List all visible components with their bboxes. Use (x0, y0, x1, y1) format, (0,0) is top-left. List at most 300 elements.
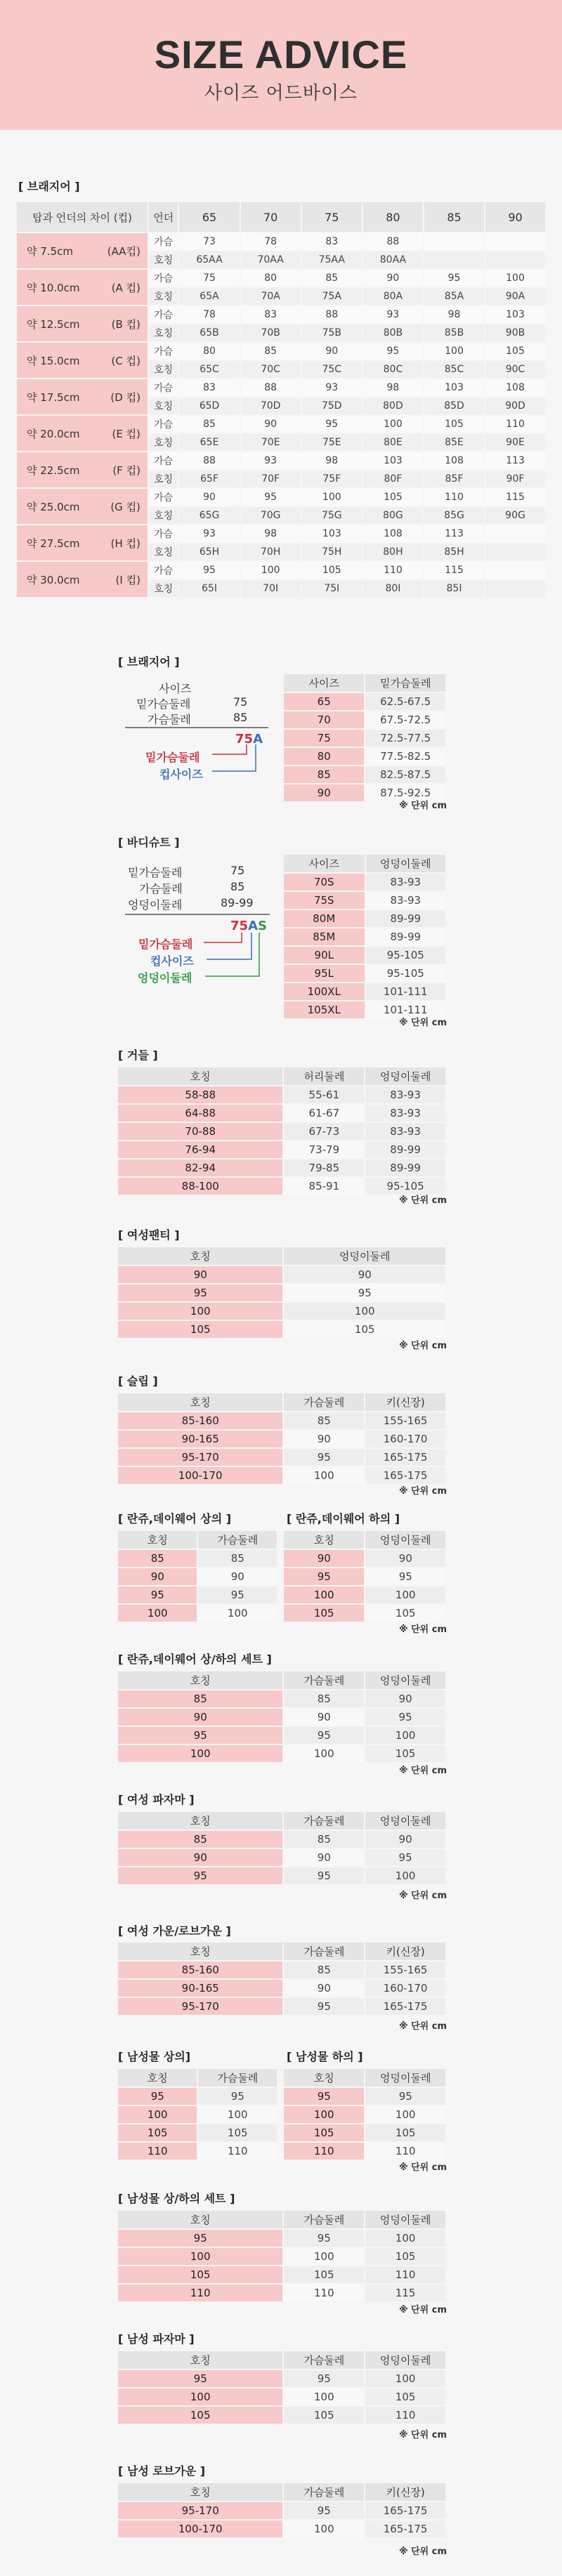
measure-cell: 89-99 (365, 909, 446, 928)
size-cell: 103 (362, 452, 424, 470)
size-cell: 80B (362, 324, 424, 342)
size-cell: 65B (178, 324, 240, 342)
measure-cell: 87.5-92.5 (365, 784, 446, 802)
measure-cell: 100 (197, 2105, 277, 2124)
size-cell: 80G (362, 506, 424, 525)
size-cell: 98 (240, 525, 301, 543)
size-name-cell: 85-160 (118, 1412, 283, 1430)
size-cell: 80 (178, 342, 240, 360)
diagram-hip-caption: 엉덩이둘레 (138, 971, 192, 985)
table-row (284, 765, 446, 784)
table-row (118, 2502, 446, 2520)
size-cell: 105 (424, 415, 485, 433)
measure-cell: 90 (283, 1979, 365, 1997)
table-row (284, 1586, 446, 1604)
measure-cell: 105 (283, 2406, 365, 2424)
size-cell: 83 (301, 232, 362, 251)
size-cell: 110 (424, 488, 485, 506)
diagram-under-value: 75 (233, 695, 248, 709)
row-kind-label: 가슴 (148, 305, 179, 324)
table-row (16, 561, 546, 579)
measure-cell: 100 (283, 1302, 446, 1320)
measure-cell: 105 (197, 2124, 277, 2142)
measure-cell: 90 (283, 1266, 446, 1284)
header-cell: 엉덩이둘레 (365, 855, 446, 873)
size-name-cell: 65 (284, 692, 365, 711)
size-cell: 85G (424, 506, 485, 525)
section-title-men-pajama: [ 남성 파자마 ] (118, 2332, 195, 2346)
size-name-cell: 105 (118, 1320, 283, 1339)
size-cell: 85A (424, 287, 485, 305)
row-kind-label: 호칭 (148, 397, 179, 415)
size-cell: 110 (362, 561, 424, 579)
size-name-cell: 100 (118, 2247, 283, 2266)
size-cell: 98 (301, 452, 362, 470)
table-row (118, 1412, 446, 1430)
size-cell: 110 (485, 415, 546, 433)
measure-cell: 165-175 (365, 2520, 446, 2538)
table-row (284, 747, 446, 765)
measure-cell: 95 (283, 1997, 365, 2016)
size-cell: 80AA (362, 251, 424, 269)
lingerie-bottom-table (284, 1531, 447, 1623)
header-cell: 호칭 (118, 1247, 283, 1266)
size-cell: 85 (240, 342, 301, 360)
cup-diff-cell (16, 305, 148, 342)
size-name-cell: 95 (118, 1726, 283, 1744)
size-name-cell: 100 (118, 2388, 283, 2406)
header-cell: 엉덩이둘레 (365, 2069, 446, 2087)
diagram-cup-caption: 컵사이즈 (159, 768, 203, 781)
header-cell: 호칭 (284, 2069, 365, 2087)
size-name-cell: 85 (118, 1830, 283, 1848)
table-row (118, 1086, 446, 1104)
measure-cell: 85 (283, 1690, 365, 1708)
table-row (118, 1848, 446, 1867)
size-cell: 80D (362, 397, 424, 415)
size-cell: 80F (362, 470, 424, 488)
size-cell: 113 (424, 525, 485, 543)
cup-diff-cell (16, 232, 148, 269)
cup-diff-value: 약 7.5cm (27, 244, 73, 258)
size-cell (485, 543, 546, 561)
table-row (118, 1122, 446, 1141)
size-cell: 88 (240, 379, 301, 397)
header-under-cell: 언더 (148, 202, 179, 232)
measure-cell: 83-93 (365, 1086, 446, 1104)
cup-label: (C 컵) (111, 354, 140, 367)
row-kind-label: 호칭 (148, 543, 179, 561)
size-cell: 70AA (240, 251, 301, 269)
size-cell: 65D (178, 397, 240, 415)
header-cell: 키(신장) (365, 1943, 446, 1961)
size-cell: 80 (240, 269, 301, 287)
diagram-code-hip: S (258, 919, 267, 933)
unit-note: ※ 단위 cm (398, 2547, 447, 2557)
table-row (284, 711, 446, 729)
size-name-cell: 90 (284, 1549, 365, 1568)
table-row (284, 946, 446, 964)
size-cell: 70G (240, 506, 301, 525)
header-cell: 호칭 (118, 1067, 283, 1086)
size-cell: 85I (424, 579, 485, 598)
table-row (118, 1448, 446, 1466)
size-cell: 85B (424, 324, 485, 342)
cup-label: (H 컵) (110, 537, 140, 550)
section-title-lingerie-set: [ 란쥬,데이웨어 상/하의 세트 ] (118, 1652, 272, 1666)
size-name-cell: 100 (118, 1744, 283, 1763)
men-set-table (118, 2211, 447, 2303)
header-size-cell: 65 (178, 202, 240, 232)
page-subtitle: 사이즈 어드바이스 (204, 83, 358, 104)
section-title-girdle: [ 거들 ] (118, 1049, 158, 1062)
men-pajama-table (118, 2351, 447, 2425)
cup-diff-cell (16, 379, 148, 415)
row-kind-label: 호칭 (148, 470, 179, 488)
cup-label: (I 컵) (115, 573, 140, 586)
table-row (16, 452, 546, 470)
diagram-code-number: 75 (235, 732, 254, 747)
size-cell: 93 (240, 452, 301, 470)
table-row (118, 2388, 446, 2406)
row-kind-label: 호칭 (148, 433, 179, 452)
section-title-men-set: [ 남성물 상/하의 세트 ] (118, 2192, 235, 2205)
measure-cell: 95 (283, 2229, 365, 2247)
table-row (284, 2105, 446, 2124)
cup-diff-cell (16, 561, 148, 598)
table-row (118, 2266, 446, 2284)
size-name-cell: 105 (118, 2406, 283, 2424)
measure-cell: 79-85 (283, 1159, 365, 1177)
measure-cell: 101-111 (365, 983, 446, 1001)
size-cell: 65F (178, 470, 240, 488)
table-row (16, 342, 546, 360)
size-cell: 75E (301, 433, 362, 452)
size-name-cell: 64-88 (118, 1104, 283, 1122)
table-row (284, 2142, 446, 2160)
table-row (118, 1284, 446, 1302)
row-kind-label: 가슴 (148, 342, 179, 360)
measure-cell: 110 (365, 2406, 446, 2424)
cup-diff-value: 약 22.5cm (27, 464, 80, 477)
table-header-row (118, 2483, 446, 2502)
header-cell: 가슴둘레 (283, 1943, 365, 1961)
size-cell: 65G (178, 506, 240, 525)
size-cell: 98 (362, 379, 424, 397)
measure-cell: 95 (197, 2087, 277, 2105)
men-bottom-table (284, 2069, 447, 2161)
unit-note: ※ 단위 cm (398, 2305, 447, 2315)
size-cell: 103 (485, 305, 546, 324)
cup-diff-value: 약 27.5cm (27, 537, 80, 550)
size-name-cell: 95L (284, 964, 365, 983)
table-row (118, 1830, 446, 1848)
diagram-under-caption: 밑가슴둘레 (138, 938, 193, 951)
size-cell (424, 232, 485, 251)
table-row (118, 1104, 446, 1122)
size-name-cell: 95-170 (118, 2502, 283, 2520)
size-cell: 105 (362, 488, 424, 506)
row-kind-label: 가슴 (148, 525, 179, 543)
table-header-row (118, 1247, 446, 1266)
cup-diff-cell (16, 342, 148, 379)
size-cell: 85H (424, 543, 485, 561)
table-header-row (118, 1943, 446, 1961)
size-cell: 95 (362, 342, 424, 360)
lingerie-set-table (118, 1671, 447, 1763)
size-name-cell: 88-100 (118, 1177, 283, 1195)
size-cell: 78 (178, 305, 240, 324)
size-name-cell: 85M (284, 928, 365, 946)
size-cell: 90B (485, 324, 546, 342)
header-cell: 허리둘레 (283, 1067, 365, 1086)
table-row (118, 1430, 446, 1448)
size-cell: 80I (362, 579, 424, 598)
table-row (118, 1708, 446, 1726)
cup-label: (G 컵) (110, 500, 140, 513)
header-size-cell: 90 (485, 202, 546, 232)
cup-label: (E 컵) (112, 427, 140, 440)
size-name-cell: 100-170 (118, 2520, 283, 2538)
measure-cell: 105 (365, 2124, 446, 2142)
size-name-cell: 110 (118, 2284, 283, 2302)
section-title-women-pajama: [ 여성 파자마 ] (118, 1793, 195, 1806)
size-cell: 75B (301, 324, 362, 342)
size-cell: 75G (301, 506, 362, 525)
size-cell: 90F (485, 470, 546, 488)
size-cell: 75A (301, 287, 362, 305)
diagram-code-number: 75 (230, 919, 249, 933)
row-kind-label: 호칭 (148, 324, 179, 342)
size-cell: 83 (240, 305, 301, 324)
measure-cell: 95 (283, 2370, 365, 2388)
diagram-chest-value: 85 (230, 880, 245, 893)
size-cell (485, 561, 546, 579)
cup-diff-value: 약 17.5cm (27, 390, 80, 404)
hero-banner (0, 0, 562, 130)
table-row (118, 2087, 277, 2105)
size-cell: 75AA (301, 251, 362, 269)
measure-cell: 110 (283, 2284, 365, 2302)
table-header-row (284, 2069, 446, 2087)
measure-cell: 85 (283, 1830, 365, 1848)
row-kind-label: 호칭 (148, 287, 179, 305)
size-cell: 100 (362, 415, 424, 433)
table-row (118, 1961, 446, 1979)
size-cell: 85E (424, 433, 485, 452)
size-cell: 93 (178, 525, 240, 543)
size-name-cell: 90L (284, 946, 365, 964)
measure-cell: 105 (365, 1744, 446, 1763)
girdle-table (118, 1067, 447, 1196)
header-cell: 가슴둘레 (283, 2351, 365, 2370)
bra-size-table (15, 201, 547, 598)
size-cell: 105 (301, 561, 362, 579)
measure-cell: 82.5-87.5 (365, 765, 446, 784)
size-cell: 95 (178, 561, 240, 579)
size-name-cell: 100-170 (118, 1466, 283, 1485)
cup-diff-value: 약 10.0cm (27, 281, 80, 294)
header-cell: 사이즈 (284, 674, 365, 692)
size-cell: 90 (301, 342, 362, 360)
measure-cell: 89-99 (365, 1159, 446, 1177)
size-cell: 70D (240, 397, 301, 415)
size-cell: 100 (424, 342, 485, 360)
section-title-lingerie-bottom: [ 란쥬,데이웨어 하의 ] (287, 1512, 400, 1525)
measure-cell: 95 (283, 2502, 365, 2520)
men-robe-table (118, 2483, 447, 2539)
header-cell: 호칭 (118, 2351, 283, 2370)
size-cell: 65A (178, 287, 240, 305)
size-cell: 85 (178, 415, 240, 433)
size-cell: 115 (485, 488, 546, 506)
measure-cell: 105 (365, 1604, 446, 1622)
size-cell (485, 579, 546, 598)
size-name-cell: 95-170 (118, 1448, 283, 1466)
size-name-cell: 76-94 (118, 1141, 283, 1159)
table-header-row (118, 1067, 446, 1086)
size-name-cell: 95 (118, 2229, 283, 2247)
diagram-size-label: 사이즈 (159, 682, 192, 695)
table-row (284, 1549, 446, 1568)
measure-cell: 85 (283, 1961, 365, 1979)
size-cell: 88 (178, 452, 240, 470)
size-cell: 78 (240, 232, 301, 251)
measure-cell: 95 (365, 1848, 446, 1867)
header-cell: 엉덩이둘레 (365, 1067, 446, 1086)
size-cell: 83 (178, 379, 240, 397)
unit-note: ※ 단위 cm (398, 801, 447, 811)
size-name-cell: 75S (284, 891, 365, 909)
measure-cell: 95 (197, 1586, 277, 1604)
size-cell: 75 (178, 269, 240, 287)
measure-cell: 110 (365, 2142, 446, 2160)
diagram-under-value: 75 (230, 864, 245, 877)
size-name-cell: 95 (118, 2370, 283, 2388)
size-cell: 85D (424, 397, 485, 415)
header-diff-cell: 탑과 언더의 차이 (컵) (16, 202, 148, 232)
size-name-cell: 100 (118, 2105, 197, 2124)
diagram-under-caption: 밑가슴둘레 (145, 751, 200, 764)
unit-note: ※ 단위 cm (398, 2162, 447, 2173)
header-cell: 가슴둘레 (283, 2483, 365, 2502)
measure-cell: 95-105 (365, 1177, 446, 1195)
size-name-cell: 75 (284, 729, 365, 747)
measure-cell: 90 (365, 1830, 446, 1848)
size-cell: 75I (301, 579, 362, 598)
table-row (16, 379, 546, 397)
measure-cell: 83-93 (365, 891, 446, 909)
measure-cell: 100 (365, 2105, 446, 2124)
size-cell: 100 (301, 488, 362, 506)
size-cell: 80H (362, 543, 424, 561)
size-name-cell: 90 (118, 1568, 197, 1586)
measure-cell: 100 (365, 1867, 446, 1885)
measure-cell: 67-73 (283, 1122, 365, 1141)
size-cell: 70F (240, 470, 301, 488)
table-header-row (118, 1531, 277, 1549)
size-name-cell: 105XL (284, 1001, 365, 1019)
size-cell: 65C (178, 360, 240, 379)
table-row (118, 2124, 277, 2142)
table-row (118, 2229, 446, 2247)
diagram-under-label: 밑가슴둘레 (136, 697, 191, 711)
section-title-men-top: [ 남성물 상의] (118, 2050, 191, 2063)
size-name-cell: 90 (284, 784, 365, 802)
size-cell: 65AA (178, 251, 240, 269)
measure-cell: 100 (283, 1744, 365, 1763)
size-name-cell: 90 (118, 1848, 283, 1867)
bra-small-table (284, 674, 447, 803)
size-name-cell: 90-165 (118, 1979, 283, 1997)
size-cell: 75F (301, 470, 362, 488)
size-cell: 80A (362, 287, 424, 305)
measure-cell: 160-170 (365, 1430, 446, 1448)
measure-cell: 100 (365, 2229, 446, 2247)
table-row (118, 1997, 446, 2016)
table-row (118, 1744, 446, 1763)
size-cell: 95 (424, 269, 485, 287)
table-row (16, 525, 546, 543)
size-name-cell: 95 (118, 1586, 197, 1604)
row-kind-label: 가슴 (148, 415, 179, 433)
header-cell: 키(신장) (365, 2483, 446, 2502)
measure-cell: 160-170 (365, 1979, 446, 1997)
table-header-row (284, 674, 446, 692)
table-row (118, 1266, 446, 1284)
size-name-cell: 82-94 (118, 1159, 283, 1177)
women-gown-table (118, 1943, 447, 2016)
size-name-cell: 70S (284, 873, 365, 891)
header-cell: 가슴둘레 (283, 2211, 365, 2229)
table-row (118, 1549, 277, 1568)
header-cell: 호칭 (284, 1531, 365, 1549)
header-cell: 가슴둘레 (283, 1393, 365, 1412)
size-name-cell: 58-88 (118, 1086, 283, 1104)
table-header-row (118, 1671, 446, 1690)
measure-cell: 165-175 (365, 1448, 446, 1466)
header-cell: 엉덩이둘레 (365, 2211, 446, 2229)
size-name-cell: 95-170 (118, 1997, 283, 2016)
table-row (284, 928, 446, 946)
size-name-cell: 100 (118, 1302, 283, 1320)
size-cell: 95 (240, 488, 301, 506)
unit-note: ※ 단위 cm (398, 1018, 447, 1028)
table-row (118, 1726, 446, 1744)
size-name-cell: 105 (118, 2124, 197, 2142)
measure-cell: 155-165 (365, 1412, 446, 1430)
table-row (118, 2520, 446, 2538)
table-row (118, 1141, 446, 1159)
table-row (284, 2087, 446, 2105)
unit-note: ※ 단위 cm (398, 1624, 447, 1635)
cup-label: (D 컵) (110, 390, 140, 404)
measure-cell: 100 (365, 1726, 446, 1744)
slip-table (118, 1393, 447, 1485)
bodysuit-table (284, 855, 447, 1020)
measure-cell: 101-111 (365, 1001, 446, 1019)
size-cell: 88 (362, 232, 424, 251)
panty-table (118, 1247, 447, 1339)
table-row (118, 1466, 446, 1485)
measure-cell: 83-93 (365, 873, 446, 891)
table-row (118, 2142, 277, 2160)
table-header-row (118, 1393, 446, 1412)
page-title: SIZE ADVICE (154, 32, 408, 77)
header-size-cell: 75 (301, 202, 362, 232)
table-header-row (118, 2211, 446, 2229)
measure-cell: 72.5-77.5 (365, 729, 446, 747)
